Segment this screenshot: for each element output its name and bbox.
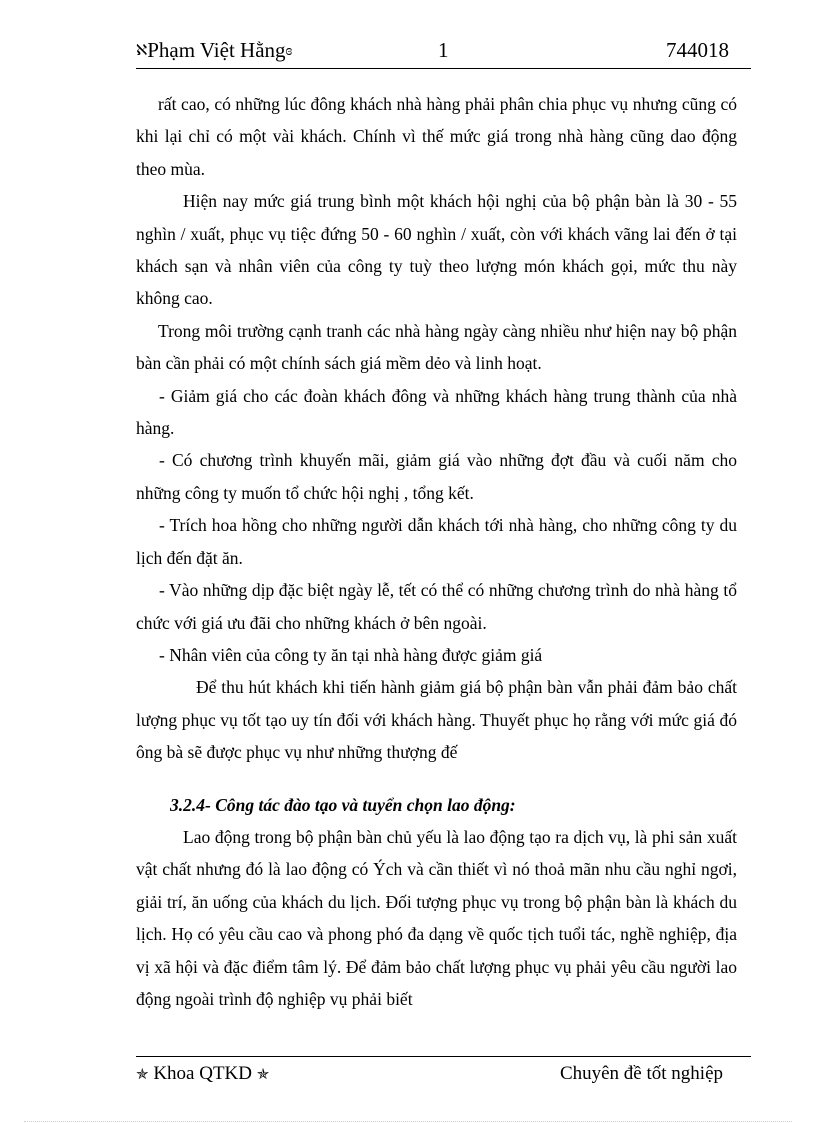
page-bottom-edge (24, 1121, 792, 1122)
list-item-commission: - Trích hoa hồng cho những người dẫn khách tới nhà hàng, cho những công ty du lịch đến đặt ăn. (136, 515, 737, 568)
list-item-holidays: - Vào những dịp đặc biệt ngày lễ, tết có thể có những chương trình do nhà hàng tổ chức với giá ưu đãi cho những khách ở bên ngoài. (136, 580, 737, 633)
left-ornament-icon: ℵ (136, 43, 148, 59)
document-code: 744018 (666, 38, 729, 62)
paragraph-competition: Trong môi trường cạnh tranh các nhà hàng ngày càng nhiều như hiện nay bộ phận bàn cần phải có một chính sách giá mềm dẻo và linh hoạt. (136, 320, 737, 374)
star-icon: ✯ (136, 1067, 149, 1083)
star-icon: ✯ (256, 1067, 270, 1083)
footer-faculty: Khoa QTKD (153, 1063, 253, 1084)
page-number: 1 (438, 38, 449, 62)
header-author: Phạm Việt Hằng (147, 38, 286, 62)
right-ornament-icon: ɞ (285, 43, 293, 59)
header-author-block (136, 38, 292, 63)
paragraph-price-variation: rất cao, có những lúc đông khách nhà hàng phải phân chia phục vụ nhưng cũng có khi lại chỉ có một vài khách. Chính vì thế mức giá trong nhà hàng cũng dao động theo mùa. (136, 94, 737, 179)
page-footer (136, 1056, 751, 1084)
list-item-discount-groups: - Giảm giá cho các đoàn khách đông và những khách hàng trung thành của nhà hàng. (136, 385, 737, 439)
page-header (136, 36, 751, 69)
footer-title: Chuyên đề tốt nghiệp (559, 1063, 723, 1084)
list-item-staff-discount: - Nhân viên của công ty ăn tại nhà hàng được giảm giá (159, 644, 543, 665)
page-content (136, 88, 737, 1015)
footer-faculty-block (136, 1063, 269, 1085)
paragraph-quality: Để thu hút khách khi tiến hành giảm giá bộ phận bàn vẫn phải đảm bảo chất lượng phục vụ tốt tạo uy tín đối với khách hàng. Thuyết phục họ rằng với mức giá đó ông bà sẽ được phục vụ như những thượng đế (136, 677, 737, 763)
paragraph-labor: Lao động trong bộ phận bàn chủ yếu là lao động tạo ra dịch vụ, là phi sản xuất vật chất nhưng đó là lao động có Ých và cần thiết vì nó thoả mãn nhu cầu nghỉ ngơi, giải trí, ăn uống của khách du lịch. Đối tượng phục vụ trong bộ phận bàn là khách du lịch. Họ có yêu cầu cao và phong phó đa dạng về quốc tịch tuổi tác, nghề nghiệp, địa vị xã hội và đặc điểm tâm lý. Để đảm bảo chất lượng phục vụ phải yêu cầu người lao động ngoài trình độ nghiệp vụ phải biết (136, 826, 737, 1009)
section-heading: 3.2.4- Công tác đào tạo và tuyển chọn lao động: (170, 794, 516, 815)
list-item-promotions: - Có chương trình khuyến mãi, giảm giá vào những đợt đầu và cuối năm cho những công ty muốn tổ chức hội nghị , tổng kết. (136, 450, 737, 503)
paragraph-average-price: Hiện nay mức giá trung bình một khách hội nghị của bộ phận bàn là 30 - 55 nghìn / xuất, phục vụ tiệc đứng 50 - 60 nghìn / xuất, còn với khách vãng lai đến ở tại khách sạn và nhân viên của công ty tuỳ theo lượng món khách gọi, mức thu này không cao. (136, 191, 737, 309)
